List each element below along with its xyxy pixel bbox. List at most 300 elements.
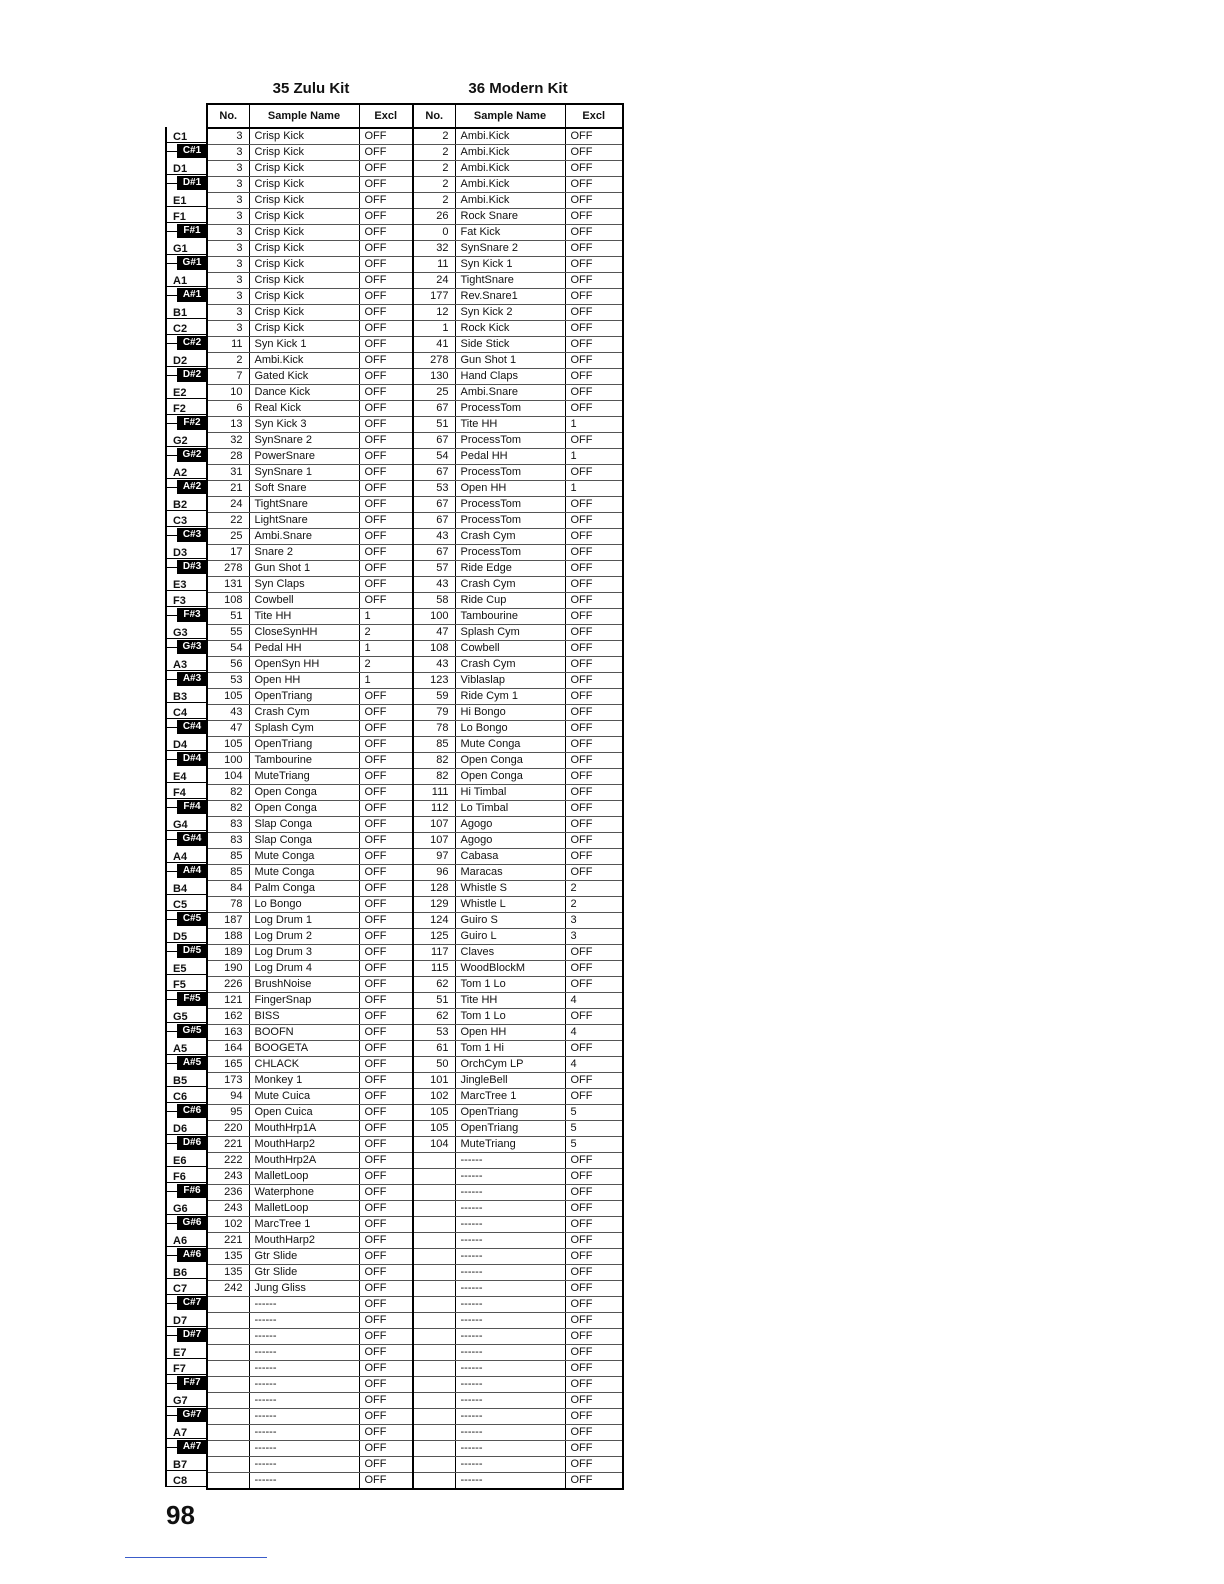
zulu-no: 25 (207, 529, 249, 545)
zulu-sample: Palm Conga (249, 881, 359, 897)
modern-sample: Ambi.Kick (455, 145, 565, 161)
modern-sample: ProcessTom (455, 545, 565, 561)
modern-no (413, 1393, 455, 1409)
zulu-no: 82 (207, 785, 249, 801)
modern-no: 96 (413, 865, 455, 881)
footer-rule (125, 1557, 267, 1558)
zulu-sample: CloseSynHH (249, 625, 359, 641)
black-key (165, 751, 207, 767)
black-key (165, 1375, 207, 1391)
modern-excl: 4 (565, 1057, 623, 1073)
black-key (165, 367, 207, 383)
black-key-label: F#1 (177, 224, 207, 238)
zulu-no: 3 (207, 161, 249, 177)
zulu-sample: OpenTriang (249, 689, 359, 705)
zulu-no: 84 (207, 881, 249, 897)
modern-no: 57 (413, 561, 455, 577)
modern-no: 62 (413, 977, 455, 993)
zulu-sample: Open Cuica (249, 1105, 359, 1121)
table-row (207, 1313, 623, 1329)
modern-sample: ------ (455, 1393, 565, 1409)
black-key (165, 415, 207, 431)
modern-excl: 5 (565, 1121, 623, 1137)
modern-no: 53 (413, 481, 455, 497)
table-row (207, 1041, 623, 1057)
zulu-excl: OFF (359, 353, 413, 369)
modern-sample: ------ (455, 1265, 565, 1281)
zulu-sample: Open Conga (249, 785, 359, 801)
modern-no (413, 1153, 455, 1169)
zulu-excl: OFF (359, 289, 413, 305)
zulu-no: 3 (207, 128, 249, 145)
modern-no: 62 (413, 1009, 455, 1025)
zulu-sample: ------ (249, 1313, 359, 1329)
modern-sample: Ride Cup (455, 593, 565, 609)
table-row (207, 353, 623, 369)
modern-excl: OFF (565, 1473, 623, 1490)
zulu-no: 51 (207, 609, 249, 625)
black-key-label: D#4 (177, 752, 207, 766)
black-key-label: A#3 (177, 672, 207, 686)
zulu-no: 189 (207, 945, 249, 961)
modern-sample: MuteTriang (455, 1137, 565, 1153)
modern-sample: Tom 1 Lo (455, 977, 565, 993)
zulu-excl: OFF (359, 529, 413, 545)
table-row (207, 1057, 623, 1073)
black-key (165, 335, 207, 351)
modern-sample: Ambi.Snare (455, 385, 565, 401)
zulu-no: 3 (207, 145, 249, 161)
zulu-no: 28 (207, 449, 249, 465)
zulu-excl: OFF (359, 497, 413, 513)
white-key: G3 (165, 623, 207, 639)
modern-sample: Guiro L (455, 929, 565, 945)
zulu-excl: OFF (359, 1425, 413, 1441)
zulu-sample: Soft Snare (249, 481, 359, 497)
table-row (207, 865, 623, 881)
zulu-excl: OFF (359, 1265, 413, 1281)
modern-no: 85 (413, 737, 455, 753)
modern-no: 79 (413, 705, 455, 721)
modern-no: 117 (413, 945, 455, 961)
modern-sample: Agogo (455, 817, 565, 833)
modern-excl: OFF (565, 145, 623, 161)
modern-sample: ------ (455, 1457, 565, 1473)
modern-excl: OFF (565, 1201, 623, 1217)
zulu-no: 221 (207, 1233, 249, 1249)
zulu-excl: OFF (359, 849, 413, 865)
table-row (207, 977, 623, 993)
zulu-excl: OFF (359, 1057, 413, 1073)
table-row (207, 545, 623, 561)
black-key-label: G#6 (177, 1216, 207, 1230)
table-row (207, 817, 623, 833)
modern-sample: Tite HH (455, 417, 565, 433)
modern-no: 11 (413, 257, 455, 273)
drum-kit-table (206, 103, 624, 1490)
zulu-sample: Log Drum 3 (249, 945, 359, 961)
modern-no: 67 (413, 513, 455, 529)
black-key-label: A#1 (177, 288, 207, 302)
modern-no: 67 (413, 465, 455, 481)
modern-sample: Hi Timbal (455, 785, 565, 801)
modern-excl: 1 (565, 481, 623, 497)
modern-excl: OFF (565, 865, 623, 881)
black-key-label: F#6 (177, 1184, 207, 1198)
zulu-no: 220 (207, 1121, 249, 1137)
zulu-no (207, 1361, 249, 1377)
zulu-excl: OFF (359, 1329, 413, 1345)
black-key (165, 1135, 207, 1151)
table-row (207, 625, 623, 641)
modern-excl: OFF (565, 1441, 623, 1457)
modern-sample: ------ (455, 1409, 565, 1425)
table-row (207, 273, 623, 289)
zulu-sample: Crisp Kick (249, 321, 359, 337)
table-row (207, 913, 623, 929)
black-key-label: A#5 (177, 1056, 207, 1070)
table-row (207, 785, 623, 801)
modern-sample: Viblaslap (455, 673, 565, 689)
black-key (165, 639, 207, 655)
zulu-excl: OFF (359, 465, 413, 481)
table-row (207, 305, 623, 321)
white-key: A7 (165, 1423, 207, 1439)
modern-excl: 5 (565, 1105, 623, 1121)
zulu-no: 188 (207, 929, 249, 945)
zulu-excl: OFF (359, 561, 413, 577)
modern-excl: OFF (565, 1009, 623, 1025)
zulu-sample: Mute Conga (249, 849, 359, 865)
modern-no: 100 (413, 609, 455, 625)
zulu-sample: Mute Cuica (249, 1089, 359, 1105)
zulu-no: 3 (207, 257, 249, 273)
table-row (207, 337, 623, 353)
modern-no (413, 1265, 455, 1281)
modern-no: 41 (413, 337, 455, 353)
black-key (165, 1055, 207, 1071)
zulu-no (207, 1345, 249, 1361)
black-key (165, 287, 207, 303)
zulu-no: 13 (207, 417, 249, 433)
zulu-no: 3 (207, 193, 249, 209)
modern-excl: OFF (565, 273, 623, 289)
white-key: E3 (165, 575, 207, 591)
zulu-no: 82 (207, 801, 249, 817)
zulu-no: 221 (207, 1137, 249, 1153)
table-row (207, 1089, 623, 1105)
white-key: G5 (165, 1007, 207, 1023)
zulu-excl: OFF (359, 1345, 413, 1361)
zulu-no: 104 (207, 769, 249, 785)
zulu-excl: OFF (359, 1361, 413, 1377)
zulu-excl: OFF (359, 1393, 413, 1409)
zulu-sample: Crisp Kick (249, 257, 359, 273)
zulu-sample: MouthHrp2A (249, 1153, 359, 1169)
zulu-sample: ------ (249, 1345, 359, 1361)
modern-sample: Hand Claps (455, 369, 565, 385)
modern-no: 12 (413, 305, 455, 321)
modern-sample: Tom 1 Lo (455, 1009, 565, 1025)
black-key-label: F#4 (177, 800, 207, 814)
modern-excl: OFF (565, 369, 623, 385)
zulu-sample: ------ (249, 1297, 359, 1313)
zulu-excl: OFF (359, 369, 413, 385)
black-key (165, 527, 207, 543)
modern-sample: Claves (455, 945, 565, 961)
table-row (207, 689, 623, 705)
zulu-sample: Gun Shot 1 (249, 561, 359, 577)
black-key-label: C#6 (177, 1104, 207, 1118)
zulu-sample: Crisp Kick (249, 225, 359, 241)
zulu-excl: OFF (359, 1185, 413, 1201)
zulu-no: 3 (207, 225, 249, 241)
modern-sample: Tambourine (455, 609, 565, 625)
modern-no (413, 1473, 455, 1490)
modern-sample: ------ (455, 1185, 565, 1201)
modern-excl: 4 (565, 1025, 623, 1041)
zulu-excl: OFF (359, 753, 413, 769)
zulu-sample: MouthHarp2 (249, 1233, 359, 1249)
modern-sample: Crash Cym (455, 577, 565, 593)
modern-no (413, 1345, 455, 1361)
zulu-no: 131 (207, 577, 249, 593)
black-key (165, 1215, 207, 1231)
zulu-excl: OFF (359, 1281, 413, 1297)
table-row (207, 225, 623, 241)
zulu-excl: OFF (359, 321, 413, 337)
header-sample-2: Sample Name (455, 104, 565, 128)
zulu-excl: OFF (359, 865, 413, 881)
zulu-no: 187 (207, 913, 249, 929)
black-key (165, 1327, 207, 1343)
modern-no: 53 (413, 1025, 455, 1041)
modern-sample: ------ (455, 1233, 565, 1249)
table-row (207, 705, 623, 721)
white-key: G6 (165, 1199, 207, 1215)
modern-excl: OFF (565, 1313, 623, 1329)
zulu-no: 3 (207, 273, 249, 289)
zulu-sample: Tambourine (249, 753, 359, 769)
modern-sample: Agogo (455, 833, 565, 849)
zulu-sample: OpenTriang (249, 737, 359, 753)
modern-no: 101 (413, 1073, 455, 1089)
modern-excl: OFF (565, 1169, 623, 1185)
zulu-excl: OFF (359, 337, 413, 353)
table-row (207, 1249, 623, 1265)
modern-sample: Tite HH (455, 993, 565, 1009)
modern-excl: OFF (565, 1377, 623, 1393)
black-key-label: C#2 (177, 336, 207, 350)
modern-excl: OFF (565, 1329, 623, 1345)
black-key (165, 175, 207, 191)
white-key: C5 (165, 895, 207, 911)
white-key: F1 (165, 207, 207, 223)
white-key: A1 (165, 271, 207, 287)
modern-no (413, 1169, 455, 1185)
modern-excl: OFF (565, 177, 623, 193)
modern-sample: TightSnare (455, 273, 565, 289)
table-row (207, 929, 623, 945)
zulu-sample: FingerSnap (249, 993, 359, 1009)
modern-excl: OFF (565, 769, 623, 785)
white-key: G1 (165, 239, 207, 255)
table-row (207, 1473, 623, 1490)
zulu-sample: Lo Bongo (249, 897, 359, 913)
modern-sample: ------ (455, 1217, 565, 1233)
modern-no: 2 (413, 128, 455, 145)
zulu-sample: MalletLoop (249, 1169, 359, 1185)
modern-excl: OFF (565, 577, 623, 593)
table-row (207, 753, 623, 769)
modern-no: 177 (413, 289, 455, 305)
modern-excl: OFF (565, 465, 623, 481)
zulu-excl: OFF (359, 225, 413, 241)
modern-no: 26 (413, 209, 455, 225)
modern-excl: OFF (565, 673, 623, 689)
zulu-sample: Slap Conga (249, 833, 359, 849)
modern-excl: OFF (565, 305, 623, 321)
zulu-excl: OFF (359, 273, 413, 289)
modern-no: 112 (413, 801, 455, 817)
white-key: C8 (165, 1471, 207, 1487)
zulu-sample: BOOGETA (249, 1041, 359, 1057)
modern-excl: OFF (565, 1281, 623, 1297)
modern-no: 105 (413, 1121, 455, 1137)
zulu-excl: OFF (359, 785, 413, 801)
white-key: F3 (165, 591, 207, 607)
modern-sample: Ambi.Kick (455, 161, 565, 177)
modern-excl: OFF (565, 1457, 623, 1473)
modern-sample: Open HH (455, 481, 565, 497)
black-key (165, 671, 207, 687)
header-excl-1: Excl (359, 104, 413, 128)
black-key (165, 223, 207, 239)
modern-no: 129 (413, 897, 455, 913)
zulu-excl: OFF (359, 1409, 413, 1425)
zulu-sample: Open Conga (249, 801, 359, 817)
zulu-no: 3 (207, 289, 249, 305)
table-row (207, 369, 623, 385)
modern-sample: ------ (455, 1361, 565, 1377)
white-key: G4 (165, 815, 207, 831)
modern-excl: OFF (565, 1393, 623, 1409)
zulu-excl: OFF (359, 1313, 413, 1329)
zulu-excl: OFF (359, 1105, 413, 1121)
zulu-sample: Crisp Kick (249, 161, 359, 177)
modern-sample: Ambi.Kick (455, 177, 565, 193)
zulu-no: 163 (207, 1025, 249, 1041)
modern-sample: Maracas (455, 865, 565, 881)
modern-sample: OrchCym LP (455, 1057, 565, 1073)
modern-excl: OFF (565, 128, 623, 145)
zulu-excl: OFF (359, 1025, 413, 1041)
zulu-no: 55 (207, 625, 249, 641)
table-row (207, 1009, 623, 1025)
table-row (207, 897, 623, 913)
table-row (207, 1073, 623, 1089)
zulu-sample: Gated Kick (249, 369, 359, 385)
modern-no (413, 1313, 455, 1329)
zulu-sample: ------ (249, 1329, 359, 1345)
zulu-no: 242 (207, 1281, 249, 1297)
modern-no: 51 (413, 417, 455, 433)
zulu-sample: BISS (249, 1009, 359, 1025)
modern-sample: Splash Cym (455, 625, 565, 641)
zulu-sample: Gtr Slide (249, 1249, 359, 1265)
modern-excl: 4 (565, 993, 623, 1009)
modern-excl: 2 (565, 881, 623, 897)
zulu-excl: OFF (359, 769, 413, 785)
zulu-excl: OFF (359, 1009, 413, 1025)
modern-sample: Syn Kick 1 (455, 257, 565, 273)
zulu-excl: OFF (359, 801, 413, 817)
black-key (165, 799, 207, 815)
zulu-sample: BOOFN (249, 1025, 359, 1041)
modern-no: 108 (413, 641, 455, 657)
black-key-label: F#3 (177, 608, 207, 622)
table-row (207, 145, 623, 161)
zulu-sample: Tite HH (249, 609, 359, 625)
modern-sample: Whistle S (455, 881, 565, 897)
zulu-no: 17 (207, 545, 249, 561)
zulu-excl: OFF (359, 737, 413, 753)
modern-sample: Pedal HH (455, 449, 565, 465)
modern-no: 102 (413, 1089, 455, 1105)
modern-no: 125 (413, 929, 455, 945)
zulu-no: 2 (207, 353, 249, 369)
white-key: F2 (165, 399, 207, 415)
zulu-excl: OFF (359, 177, 413, 193)
modern-excl: 1 (565, 417, 623, 433)
table-row (207, 209, 623, 225)
white-key: D2 (165, 351, 207, 367)
white-key: B3 (165, 687, 207, 703)
zulu-sample: Cowbell (249, 593, 359, 609)
zulu-excl: OFF (359, 1377, 413, 1393)
modern-excl: OFF (565, 609, 623, 625)
table-row (207, 1265, 623, 1281)
zulu-no (207, 1313, 249, 1329)
zulu-excl: OFF (359, 1121, 413, 1137)
zulu-excl: 1 (359, 609, 413, 625)
zulu-sample: Ambi.Snare (249, 529, 359, 545)
modern-sample: ------ (455, 1345, 565, 1361)
table-row (207, 321, 623, 337)
black-key (165, 1295, 207, 1311)
white-key: A4 (165, 847, 207, 863)
table-row (207, 417, 623, 433)
white-key: E2 (165, 383, 207, 399)
modern-excl: OFF (565, 945, 623, 961)
zulu-sample: Crisp Kick (249, 193, 359, 209)
modern-no: 67 (413, 545, 455, 561)
zulu-sample: Crash Cym (249, 705, 359, 721)
modern-no (413, 1233, 455, 1249)
white-key: C3 (165, 511, 207, 527)
black-key-label: F#2 (177, 416, 207, 430)
modern-sample: ------ (455, 1201, 565, 1217)
modern-excl: OFF (565, 497, 623, 513)
header-excl-2: Excl (565, 104, 623, 128)
black-key-label: D#3 (177, 560, 207, 574)
zulu-no (207, 1473, 249, 1490)
table-row (207, 1425, 623, 1441)
zulu-sample: SynSnare 2 (249, 433, 359, 449)
zulu-excl: OFF (359, 128, 413, 145)
zulu-no: 24 (207, 497, 249, 513)
modern-sample: ------ (455, 1441, 565, 1457)
